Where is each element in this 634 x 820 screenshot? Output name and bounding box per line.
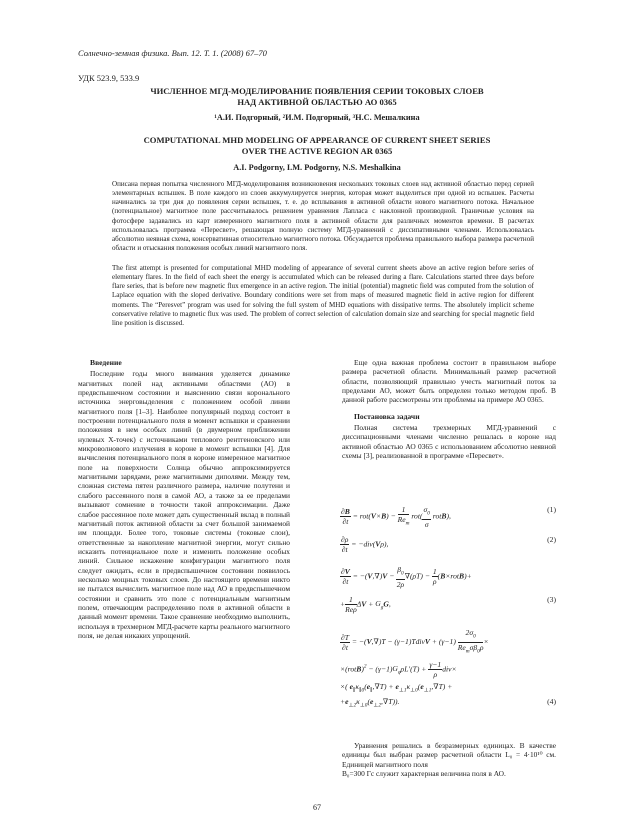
units-paragraph: Уравнения решались в безразмерных единицах. В качестве единицы был выбран размер расчетной области L₀ = 4·10¹⁰ см. Единицей магнитного поля — [342, 741, 556, 769]
intro-paragraph: Последние годы много внимания уделяется динамике магнитных полей над активными областями (АО) в предвспышечном состоянии и выяснению связи коронального источника энерговыделения с положением особой линии магнитного поля [1–3]. Наиболее популярный подход состоит в построении потенциального поля в момент вспышки и сравнении положения в нем особых линий (в двумерном приближении нулевых Х-точек) с источниками теплового рентгеновского или микроволнового излучения в короне в момент вспышки [4]. Для вычисления потенциального поля в короне измеренное магнитное поле на поверхности Солнца обычно аппроксимируется магнитными зарядами, реже магнитными диполями. Между тем, сложная система пятен различного размера, наличие полутени и слабого рассеянного поля в самой АО, а также за ее пределами вызывают сомнение в точности такой аппроксимации. Даже слабое рассеянное поле может дать существенный вклад в полный магнитный поток активной области за счет большой занимаемой им площади. Более того, токовые системы (токовые слои), ответственные за накопление магнитной энергии, могут сильно исказить потенциальное поле и изменить положение особых линий. Сильное искажение конфигурации магнитного поля следует ожидать, если в предвспышечном состоянии появилось несколько мощных токовых слоев. До настоящего времени никто не пытался вычислить магнитное поле над АО в предвспышечном состоянии и сравнить это поле с потенциальным магнитным полем, отвечающим распределению поля в активной области в данный момент времени. Такое сравнение необходимо выполнить, используя в трехмерном МГД-расчете карты реального магнитного поля, не делая никаких упрощений. — [78, 369, 290, 640]
page-number: 67 — [313, 803, 321, 812]
right-column-top — [342, 358, 556, 460]
left-column — [78, 358, 290, 640]
units-paragraph-end: B₀=300 Гс служит характерная величина поля в АО. — [342, 769, 506, 779]
udk-code: УДК 523.9, 533.9 — [78, 73, 140, 83]
equation-1: $\frac{\partial B}{\partial t}$ = rot(V×B) − $\frac{1}{Re_m}$ rot( $\frac{\sigma_0}{\sigma}$ rotB), (1) — [341, 505, 556, 529]
section-heading-intro: Введение — [90, 358, 122, 367]
ru-title: ЧИСЛЕННОЕ МГД-МОДЕЛИРОВАНИЕ ПОЯВЛЕНИЯ СЕРИИ ТОКОВЫХ СЛОЕВ НАД АКТИВНОЙ ОБЛАСТЬЮ АО 0365 — [150, 86, 484, 107]
section-heading-setup: Постановка задачи — [354, 411, 420, 421]
equation-4: $\frac{\partial T}{\partial t}$ = −(V,∇)T − (γ−1)TdivV + (γ−1) $\frac{2\sigma_0}{Re_m\sigma\beta_0\rho}$ × ×(rotB)$^2$ − $(\gamma-1)G_q\rho L'(T)$ + $\frac{\gamma-1}{\rho}$ div× ×( $e_\parallel\kappa_{\parallel 0}(e_\parallel,\nabla T) + e_{\perp 1}\kappa_{\perp 0}(e_{\perp 1},\nabla T)$ + $+e_{\perp 2}\kappa_{\perp 0}(e_{\perp 2},\nabla T)$). (4) — [340, 628, 556, 709]
en-title: COMPUTATIONAL MHD MODELING OF APPEARANCE OF CURRENT SHEET SERIES OVER THE ACTIVE REGION AR 0365 — [143, 135, 491, 156]
setup-paragraph: Полная система трехмерных МГД-уравнений с диссипационными членами численно решалась в короне над активной областью АО 0365 с использованием абсолютно неявной схемы [3], реализованной в программе «Пересвет». — [342, 423, 556, 461]
equation-2: $\frac{\partial\rho}{\partial t}$ = −div(Vρ), (2) — [341, 535, 556, 554]
domain-size-paragraph: Еще одна важная проблема состоит в правильном выборе размера расчетной области. Минимальный размер расчетной области, позволяющий правильно учесть магнитный поток за пределами АО, может быть определен только методом проб. В данной работе рассмотрены эти проблемы на примере АО 0365. — [342, 358, 556, 405]
journal-header: Солнечно-земная физика. Вып. 12. Т. 1. (2008) 67–70 — [78, 48, 267, 58]
ru-authors: ¹А.И. Подгорный, ²И.М. Подгорный, ³Н.С. Мешалкина — [214, 113, 420, 122]
equation-3: $\frac{\partial V}{\partial t}$ = −(V,∇)V − $\frac{\beta_0}{2\rho}$ ∇(ρT) − $\frac{1}{\rho}$ (B×rotB)+ + $\frac{1}{\text{Reρ}}$ $\Delta V + G_gG$, (3) — [340, 565, 556, 614]
en-abstract: The first attempt is presented for computational MHD modeling of appearance of several current sheets above an active region before series of elementary flares. In the field of each sheet the energy is accumulated which can be released during a flare. Calculations started three days before flare series, that is before new magnetic flux emergence in an active region. The initial (potential) magnetic field was computed from the solution of Laplace equation with the sloped derivative. Boundary conditions were set from maps of measured magnetic field in active region for different moments. The “Peresvet” program was used for solving the full system of MHD equations with dissipative terms. The absolutely implicit scheme conservative relative to magnetic flux was used. The problem of correct selection of calculation domain size and searching for special magnetic field line position is discussed. — [112, 264, 534, 327]
en-authors: A.I. Podgorny, I.M. Podgorny, N.S. Meshalkina — [233, 163, 401, 172]
right-column-bottom — [342, 741, 556, 778]
ru-abstract: Описана первая попытка численного МГД-моделирования возникновения нескольких токовых слоев над активной областью перед серией элементарных вспышек. В поле каждого из слоев аккумулируется энергия, которая может выделиться при одной из вспышек. Расчеты начинались за три дня до появления серии вспышек, т. е. до всплывания в активной области нового магнитного потока. Начальное (потенциальное) магнитное поле рассчитывалось решением уравнения Лапласа с наклонной производной. Граничные условия на фотосфере задавались из карт измеренного магнитного поля в активной области для различных моментов времени. В расчетах использовалась программа «Пересвет», решающая полную систему МГД-уравнений с диссипативными членами. Использовалась абсолютно неявная схема, консервативная относительно магнитного потока. Обсуждается проблема правильного выбора размера расчетной области и отыскания положения особых линий магнитного поля. — [112, 180, 534, 253]
